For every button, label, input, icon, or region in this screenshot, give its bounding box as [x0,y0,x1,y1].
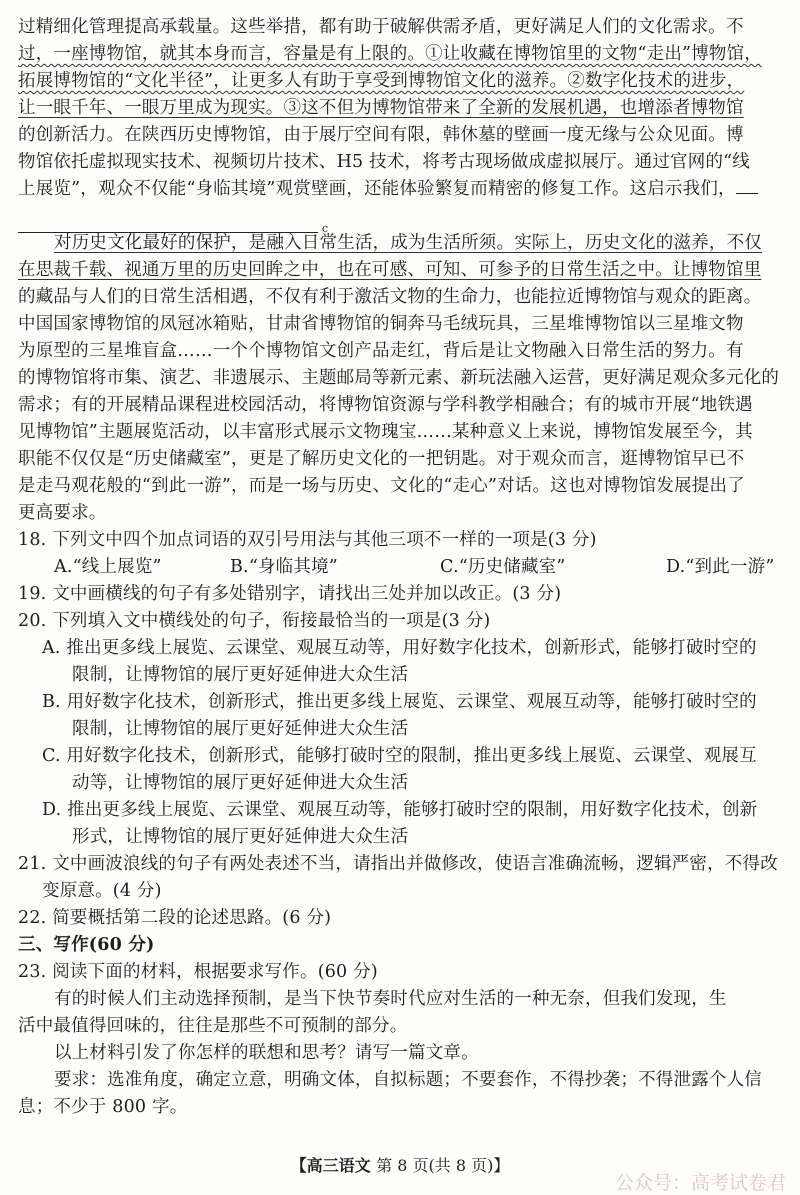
option-d-cont: 形式，让博物馆的展厅更好延伸进大众生活 [72,827,409,847]
requirements-line: 息；不少于 800 字。 [18,1097,188,1117]
blank-row [18,203,782,230]
option-c: C.“历史储藏室” [440,557,566,577]
option-a: A. 推出更多线上展览、云课堂、观展互动等，用好数字化技术，创新形式，能够打破时空的 [42,638,757,658]
writing-prompt: 以上材料引发了你怎样的联想和思考？请写一篇文章。 [54,1043,479,1063]
passage-line: 的创新活力。在陕西历史博物馆，由于展厅空间有限，韩休墓的壁画一度无缘与公众见面。博 [18,125,744,145]
option-b-cont: 限制，让博物馆的展厅更好延伸进大众生活 [72,719,409,739]
passage-line: 更高要求。 [18,503,107,523]
watermark: 公众号：高考试卷君 [614,1172,786,1194]
requirements-line: 要求：选准角度，确定立意，明确文体，自拟标题；不要套作，不得抄袭；不得泄露个人信 [54,1070,762,1090]
passage-line: 对历史文化最好的保护，是融入日常生活，成为生活所须。实际上，历史文化的滋养，不仅 [54,233,762,253]
option-a: A.“线上展览” [54,557,162,577]
passage-line: 上展览”，观众不仅能“身临其境”观赏壁画，还能体验繁复而精密的修复工作。这启示我们， [18,176,782,203]
passage-line: 需求；有的开展精品课程进校园活动，将博物馆资源与学科教学相融合；有的城市开展“地铁遇 [18,395,753,415]
question-22: 22. 简要概括第二段的论述思路。(6 分) [18,908,332,928]
option-c: C. 用好数字化技术，创新形式，能够打破时空的限制，推出更多线上展览、云课堂、观展互 [42,746,757,766]
passage-line: 的博物馆将市集、演艺、非遗展示、主题邮局等新元素、新玩法融入运营，更好满足观众多元化的 [18,368,780,388]
option-a-cont: 限制，让博物馆的展厅更好延伸进大众生活 [72,665,409,685]
material-line: 有的时候人们主动选择预制，是当下快节奏时代应对生活的一种无奈，但我们发现，生 [54,989,727,1009]
passage-line: 见博物馆”主题展览活动，以丰富形式展示文物瑰宝……某种意义上来说，博物馆发展至今，其 [18,422,753,442]
passage-line: 让一眼千年、一眼万里成为现实。③这不但为博物馆带来了全新的发展机遇，也增添者博物馆 [18,98,744,118]
passage-line: 职能不仅仅是“历史储藏室”，更是了解历史文化的一把钥匙。对于观众而言，逛博物馆早已不 [18,449,745,469]
question-18: 18. 下列文中四个加点词语的双引号用法与其他三项不一样的一项是(3 分) [18,530,597,550]
question-21: 21. 文中画波浪线的句子有两处表述不当，请指出并做修改，使语言准确流畅，逻辑严密，不得改 [18,854,778,874]
question-21-cont: 变原意。(4 分) [42,881,162,901]
answer-line: c [18,232,318,233]
section-heading: 三、写作(60 分) [18,935,155,955]
option-b: B. 用好数字化技术，创新形式，推出更多线上展览、云课堂、观展互动等，能够打破时空的 [42,692,757,712]
passage-line: 拓展博物馆的“文化半径”，让更多人有助于享受到博物馆文化的滋养。②数字化技术的进步， [18,71,745,91]
material-line: 活中最值得回味的，往往是那些不可预制的部分。 [18,1016,408,1036]
passage-line: 物馆依托虚拟现实技术、视频切片技术、H5 技术，将考古现场做成虚拟展厅。通过官网的“线 [18,152,751,172]
footer-subject: 【高三语文 [290,1156,371,1175]
question-23: 23. 阅读下面的材料，根据要求写作。(60 分) [18,962,378,982]
option-b: B.“身临其境” [230,557,338,577]
passage-line: 过精细化管理提高承载量。这些举措，都有助于破解供需矛盾，更好满足人们的文化需求。不 [18,17,744,37]
passage-line: 是走马观花般的“到此一游”，而是一场与历史、文化的“走心”对话。这也对博物馆发展提出了 [18,476,745,496]
answer-blank [736,179,758,194]
question-19: 19. 文中画横线的句子有多处错别字，请找出三处并加以改正。(3 分) [18,584,562,604]
passage-line: 的藏品与人们的日常生活相遇，不仅有利于激活文物的生命力，也能拉近博物馆与观众的距离。 [18,287,762,307]
exam-page [18,14,782,1121]
option-d: D. 推出更多线上展览、云课堂、观展互动等，能够打破时空的限制，用好数字化技术，创新 [42,800,758,820]
question-18-options [18,554,782,581]
passage-line: 在思裁千载、视通万里的历史回眸之中，也在可感、可知、可参予的日常生活之中。让博物馆里 [18,260,762,280]
option-c-cont: 动等，让博物馆的展厅更好延伸进大众生活 [72,773,409,793]
footer-page-number: 第 8 页(共 8 页)】 [376,1156,510,1175]
question-20: 20. 下列填入文中横线处的句子，衔接最恰当的一项是(3 分) [18,611,491,631]
option-d: D.“到此一游” [666,557,775,577]
passage-line: 过，一座博物馆，就其本身而言，容量是有上限的。①让收藏在博物馆里的文物“走出”博物馆， [18,44,762,64]
passage-line: 为原型的三星堆盲盒……一个个博物馆文创产品走红，背后是让文物融入日常生活的努力。有 [18,341,744,361]
passage-line: 中国国家博物馆的凤冠冰箱贴，甘肃省博物馆的铜奔马毛绒玩具，三星堆博物馆以三星堆文物 [18,314,744,334]
